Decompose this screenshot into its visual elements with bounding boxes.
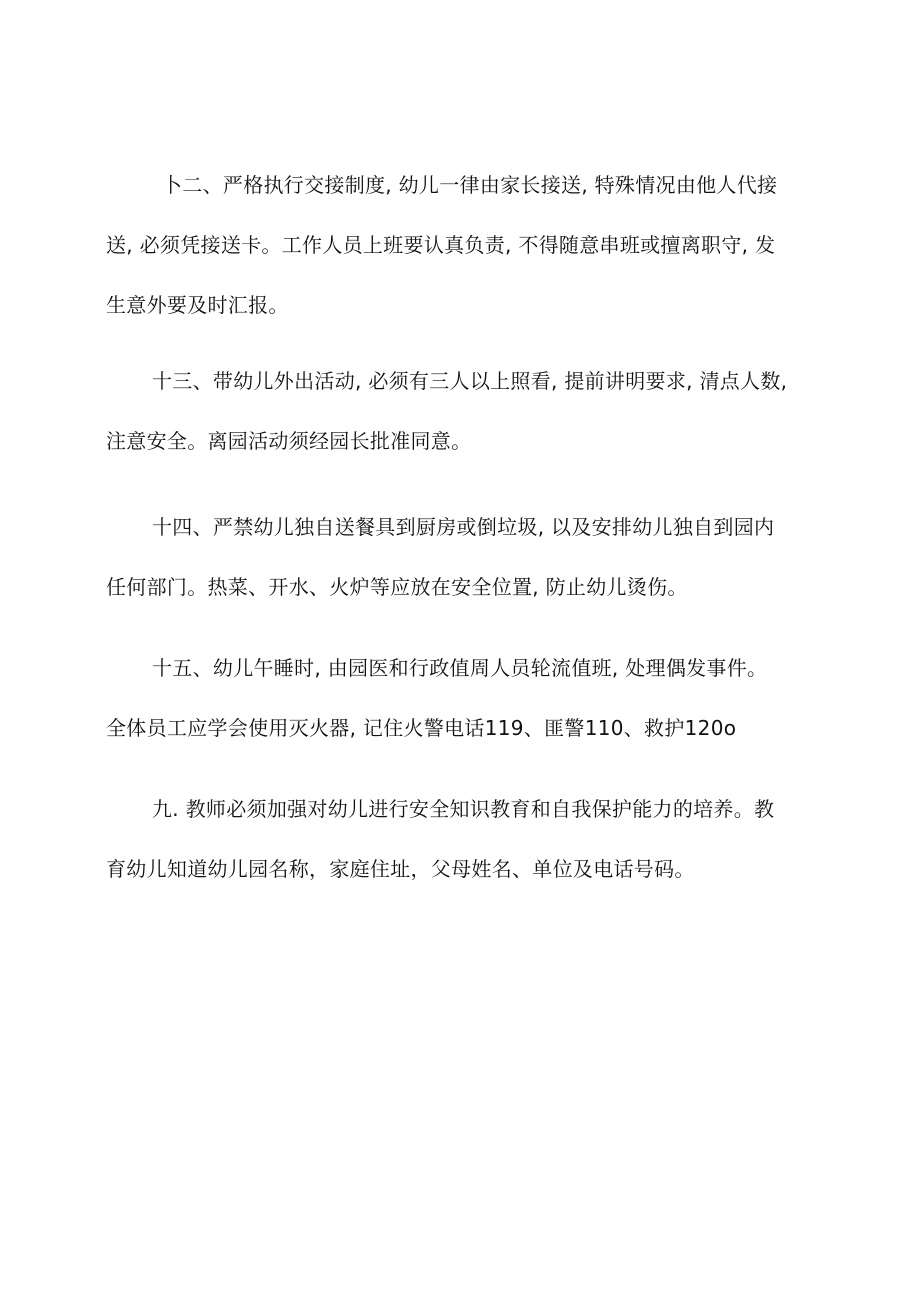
- paragraph-12: [106, 155, 818, 335]
- paragraph-9: [106, 779, 818, 899]
- paragraph-line: 育幼儿知道幼儿园名称，家庭住址，父母姓名、单位及电话号码。: [106, 857, 695, 881]
- paragraph-13: [106, 351, 818, 471]
- paragraph-line: 生意外要及时汇报。: [106, 293, 289, 317]
- paragraph-line: 十四、严禁幼儿独自送餐具到厨房或倒垃圾, 以及安排幼儿独自到园内: [152, 515, 775, 539]
- paragraph-line: 任何部门。热菜、开水、火炉等应放在安全位置, 防止幼儿烫伤。: [106, 575, 688, 599]
- paragraph-line: 送, 必须凭接送卡。工作人员上班要认真负责, 不得随意串班或擅离职守, 发: [106, 233, 776, 257]
- paragraph-line: 十五、幼儿午睡时, 由园医和行政值周人员轮流值班, 处理偶发事件。: [152, 656, 768, 680]
- paragraph-line: 十三、带幼儿外出活动, 必须有三人以上照看, 提前讲明要求, 清点人数,: [152, 369, 788, 393]
- paragraph-14: [106, 497, 818, 617]
- paragraph-15: [106, 638, 818, 758]
- paragraph-line: 九. 教师必须加强对幼儿进行安全知识教育和自我保护能力的培养。教: [152, 797, 775, 821]
- paragraph-line: 卜二、严格执行交接制度, 幼儿一律由家长接送, 特殊情况由他人代接: [162, 173, 778, 197]
- paragraph-line: 全体员工应学会使用灭火器, 记住火警电话119、匪警110、救护120o: [106, 716, 737, 740]
- paragraph-line: 注意安全。离园活动须经园长批准同意。: [106, 429, 472, 453]
